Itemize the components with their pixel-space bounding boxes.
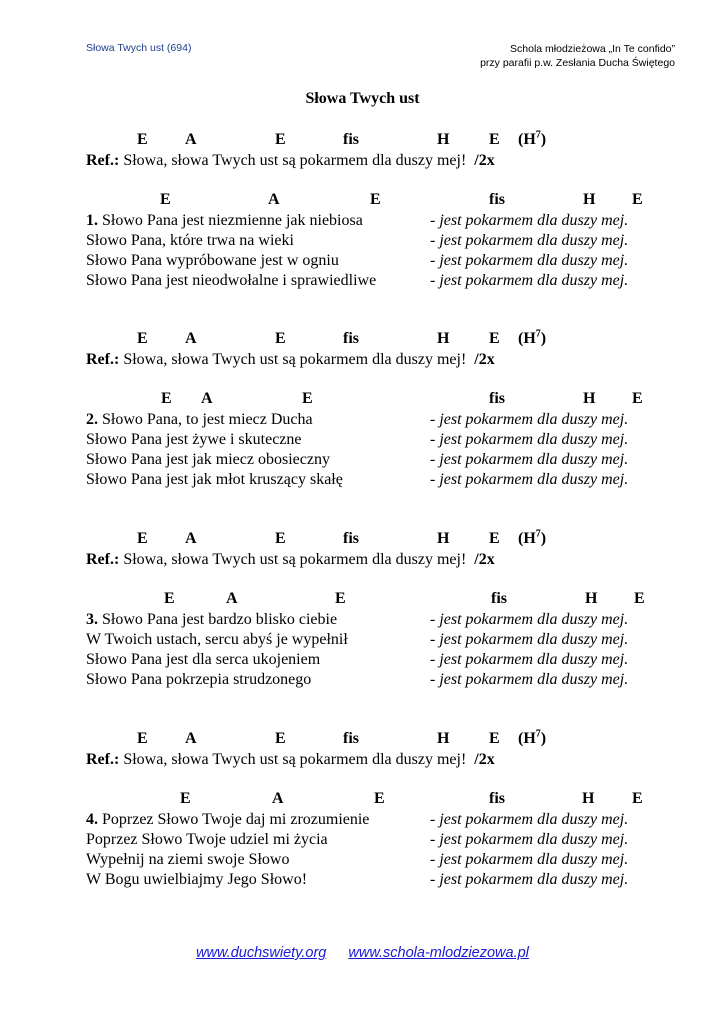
verse-1-line-3: Słowo Pana wypróbowane jest w ogniu [86,252,339,269]
chord: H [437,730,450,747]
refrain-line: Ref.: Słowa, słowa Twych ust są pokarmem dla duszy mej! /2x [86,152,495,169]
chord: H [582,790,595,807]
response-line: - jest pokarmem dla duszy mej. [430,671,629,688]
refrain-label: Ref.: [86,551,120,568]
header-right-line-1: Schola młodzieżowa „In Te confido” [510,43,675,55]
chord-extra: $(H^7)$ [518,129,547,148]
footer-links [0,945,725,961]
refrain-repeat: /2x [474,551,495,568]
response-line: - jest pokarmem dla duszy mej. [430,451,629,468]
document-header-left: Słowa Twych ust (694) [86,42,192,54]
chord: H [437,330,450,347]
verse-4-line-4: W Bogu uwielbiajmy Jego Słowo! [86,871,308,888]
chord: E [137,131,148,148]
verse-2-line-1: 2. Słowo Pana, to jest miecz Ducha [86,411,313,428]
chord: E [302,390,313,407]
response-line: - jest pokarmem dla duszy mej. [430,631,629,648]
verse-4-line-3: Wypełnij na ziemi swoje Słowo [86,851,290,868]
chord: E [489,730,500,747]
chord-extra: $(H^7)$ [518,728,547,747]
chord: E [137,330,148,347]
chord-extra: $(H^7)$ [518,528,547,547]
response-line: - jest pokarmem dla duszy mej. [430,871,629,888]
response-line: - jest pokarmem dla duszy mej. [430,252,629,269]
chord: E [275,131,286,148]
response-line: - jest pokarmem dla duszy mej. [430,431,629,448]
chord: H [583,191,596,208]
chord: E [137,730,148,747]
verse-number: 3. [86,611,98,628]
refrain-line: Ref.: Słowa, słowa Twych ust są pokarmem dla duszy mej! /2x [86,551,495,568]
song-title: Słowa Twych ust [305,90,420,107]
chord: E [374,790,385,807]
verse-number: 1. [86,212,98,229]
response-line: - jest pokarmem dla duszy mej. [430,212,629,229]
chord: E [164,590,175,607]
chord: E [160,191,171,208]
response-line: - jest pokarmem dla duszy mej. [430,471,629,488]
refrain-label: Ref.: [86,351,120,368]
chord: E [161,390,172,407]
chord: E [275,730,286,747]
footer-link-schola[interactable]: www.schola-mlodziezowa.pl [348,945,529,961]
chord: E [489,131,500,148]
response-line: - jest pokarmem dla duszy mej. [430,611,629,628]
chord: fis [343,730,359,747]
refrain-label: Ref.: [86,751,120,768]
chord: E [180,790,191,807]
chord: A [226,590,238,607]
chord: H [585,590,598,607]
verse-3-line-3: Słowo Pana jest dla serca ukojeniem [86,651,321,668]
chord: fis [491,590,507,607]
chord: E [634,590,645,607]
document-header-right [480,42,675,70]
verse-4-line-1: 4. Poprzez Słowo Twoje daj mi zrozumienie [86,811,370,828]
response-line: - jest pokarmem dla duszy mej. [430,411,629,428]
verse-2-line-3: Słowo Pana jest jak miecz obosieczny [86,451,330,468]
footer-link-duchswiety[interactable]: www.duchswiety.org [196,945,327,961]
response-line: - jest pokarmem dla duszy mej. [430,232,629,249]
chord: fis [489,790,505,807]
header-right-line-2: przy parafii p.w. Zesłania Ducha Świętego [480,57,675,69]
chord: fis [343,131,359,148]
verse-3-line-4: Słowo Pana pokrzepia strudzonego [86,671,312,688]
verse-2-line-2: Słowo Pana jest żywe i skuteczne [86,431,302,448]
response-line: - jest pokarmem dla duszy mej. [430,831,629,848]
chord: H [583,390,596,407]
refrain-repeat: /2x [474,351,495,368]
chord-extra: $(H^7)$ [518,328,547,347]
verse-3-line-2: W Twoich ustach, sercu abyś je wypełnił [86,631,348,648]
verse-1-line-1: 1. Słowo Pana jest niezmienne jak niebiosa [86,212,363,229]
chord: E [489,330,500,347]
verse-3-line-1: 3. Słowo Pana jest bardzo blisko ciebie [86,611,338,628]
chord: E [632,191,643,208]
refrain-label: Ref.: [86,152,120,169]
chord: A [201,390,213,407]
chord: E [632,790,643,807]
chord: A [272,790,284,807]
refrain-line: Ref.: Słowa, słowa Twych ust są pokarmem dla duszy mej! /2x [86,351,495,368]
chord: E [275,530,286,547]
chord: E [137,530,148,547]
refrain-repeat: /2x [474,152,495,169]
chord: A [185,530,197,547]
refrain-line: Ref.: Słowa, słowa Twych ust są pokarmem dla duszy mej! /2x [86,751,495,768]
chord: H [437,530,450,547]
chord: E [370,191,381,208]
verse-number: 4. [86,811,98,828]
chord: E [335,590,346,607]
chord: fis [343,330,359,347]
chord: A [185,131,197,148]
chord: E [489,530,500,547]
chord: E [632,390,643,407]
verse-number: 2. [86,411,98,428]
refrain-repeat: /2x [474,751,495,768]
chord: fis [489,191,505,208]
verse-1-line-2: Słowo Pana, które trwa na wieki [86,232,294,249]
chord: A [185,330,197,347]
chord: fis [489,390,505,407]
chord: A [185,730,197,747]
response-line: - jest pokarmem dla duszy mej. [430,811,629,828]
response-line: - jest pokarmem dla duszy mej. [430,851,629,868]
verse-1-line-4: Słowo Pana jest nieodwołalne i sprawiedliwe [86,272,377,289]
verse-4-line-2: Poprzez Słowo Twoje udziel mi życia [86,831,328,848]
chord: fis [343,530,359,547]
verse-2-line-4: Słowo Pana jest jak młot kruszący skałę [86,471,343,488]
response-line: - jest pokarmem dla duszy mej. [430,272,629,289]
chord: A [268,191,280,208]
chord: E [275,330,286,347]
response-line: - jest pokarmem dla duszy mej. [430,651,629,668]
chord: H [437,131,450,148]
